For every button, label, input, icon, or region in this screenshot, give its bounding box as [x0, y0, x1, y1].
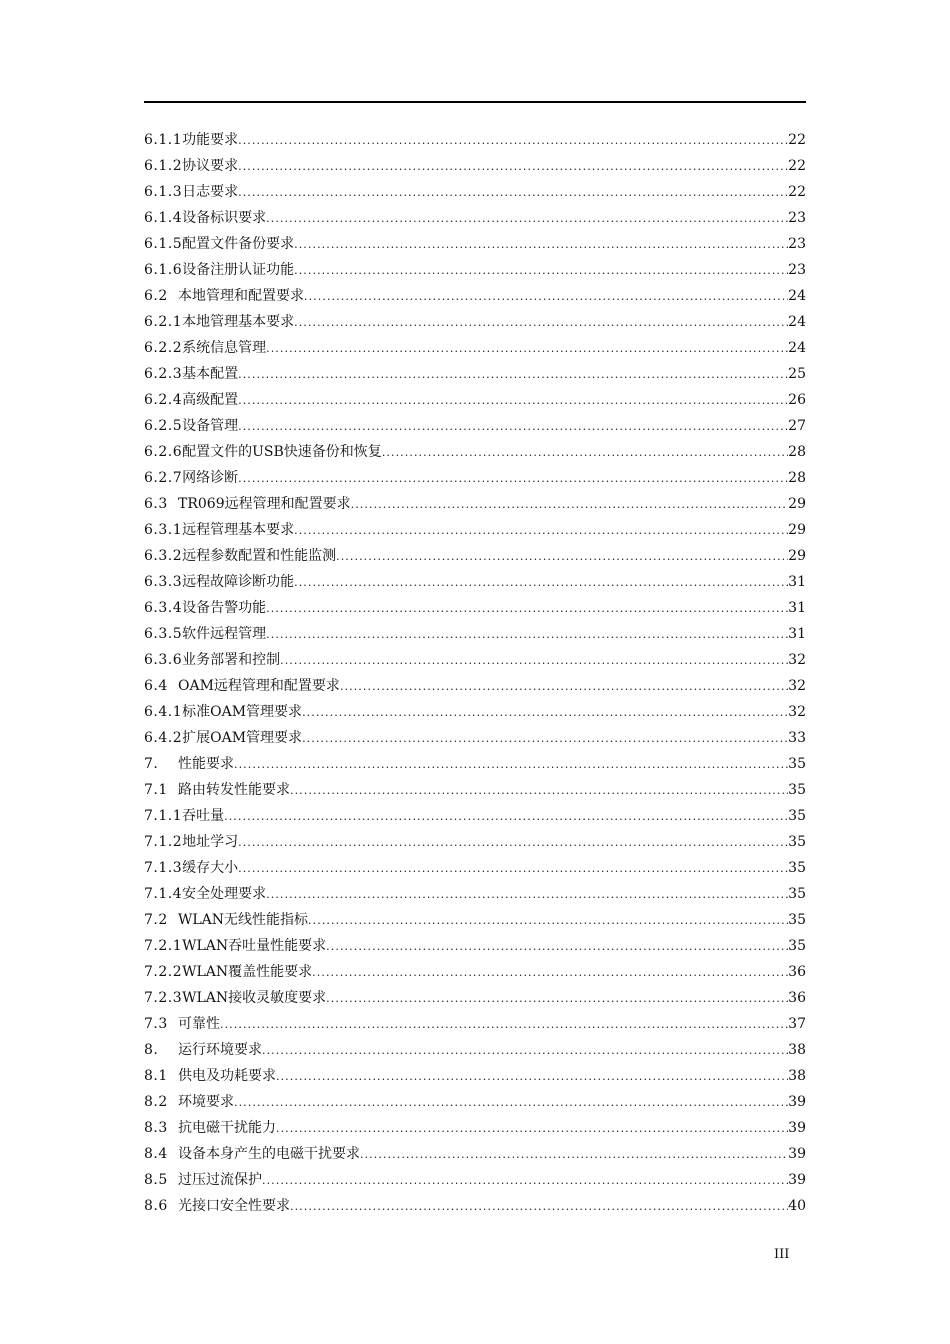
toc-dot-leader — [220, 1011, 788, 1038]
toc-entry-number: 6.3.2 — [144, 548, 183, 564]
toc-dot-leader — [266, 335, 788, 362]
toc-entry-number: 6.2.4 — [144, 392, 183, 408]
toc-entry-title: 运行环境要求 — [178, 1042, 262, 1058]
header-rule — [144, 101, 806, 103]
toc-entry-page: 35 — [788, 886, 806, 902]
toc-entry-page: 39 — [788, 1172, 806, 1188]
toc-entry-page: 24 — [788, 314, 806, 330]
toc-entry[interactable] — [144, 959, 806, 985]
toc-entry-title: 安全处理要求 — [182, 886, 267, 902]
toc-entry-number: 6.2.6 — [144, 444, 183, 460]
toc-entry[interactable] — [144, 699, 806, 725]
toc-entry-page: 35 — [788, 756, 806, 772]
toc-entry-title: 设备标识要求 — [182, 210, 267, 226]
toc-entry[interactable] — [144, 283, 806, 309]
toc-entry-page: 37 — [788, 1016, 806, 1032]
toc-dot-leader — [238, 387, 788, 414]
toc-entry[interactable] — [144, 1167, 806, 1193]
toc-entry-title: 路由转发性能要求 — [178, 782, 290, 798]
toc-dot-leader — [262, 1167, 788, 1194]
toc-entry-number: 7.1.3 — [144, 860, 183, 876]
toc-entry[interactable] — [144, 803, 806, 829]
toc-entry-title: 功能要求 — [182, 132, 239, 148]
toc-entry-title: 配置文件备份要求 — [182, 236, 295, 252]
toc-entry-page: 35 — [788, 860, 806, 876]
toc-entry-title: 扩展OAM管理要求 — [182, 730, 303, 746]
toc-entry[interactable] — [144, 361, 806, 387]
toc-entry-title: 设备告警功能 — [182, 600, 267, 616]
toc-dot-leader — [360, 1141, 788, 1168]
toc-entry-number: 6.1.3 — [144, 184, 183, 200]
toc-entry-page: 31 — [788, 600, 806, 616]
toc-entry-number: 6.3.3 — [144, 574, 183, 590]
toc-entry-page: 29 — [788, 548, 806, 564]
toc-entry[interactable] — [144, 673, 806, 699]
toc-dot-leader — [238, 153, 788, 180]
toc-dot-leader — [266, 595, 788, 622]
toc-entry[interactable] — [144, 985, 806, 1011]
toc-entry-title: 光接口安全性要求 — [178, 1198, 290, 1214]
toc-dot-leader — [294, 257, 788, 284]
toc-entry-page: 40 — [788, 1198, 806, 1214]
toc-entry-number: 8.5 — [144, 1172, 168, 1188]
toc-entry-page: 39 — [788, 1146, 806, 1162]
toc-entry-title: 环境要求 — [178, 1094, 234, 1110]
toc-dot-leader — [266, 621, 788, 648]
toc-entry-page: 29 — [788, 496, 806, 512]
toc-entry-page: 36 — [788, 964, 806, 980]
toc-entry-page: 23 — [788, 236, 806, 252]
toc-entry-title: WLAN吞吐量性能要求 — [182, 938, 327, 954]
toc-entry-number: 7. — [144, 756, 159, 772]
toc-dot-leader — [238, 361, 788, 388]
toc-dot-leader — [294, 517, 788, 544]
toc-dot-leader — [304, 283, 788, 310]
toc-entry[interactable] — [144, 933, 806, 959]
toc-dot-leader — [280, 647, 788, 674]
toc-dot-leader — [276, 1115, 788, 1142]
toc-entry-page: 28 — [788, 470, 806, 486]
toc-entry[interactable] — [144, 205, 806, 231]
toc-dot-leader — [326, 985, 788, 1012]
toc-entry-title: 设备注册认证功能 — [182, 262, 295, 278]
toc-entry[interactable] — [144, 621, 806, 647]
toc-entry-number: 6.4.2 — [144, 730, 183, 746]
toc-dot-leader — [238, 855, 788, 882]
toc-entry-title: 设备本身产生的电磁干扰要求 — [178, 1146, 360, 1162]
toc-entry[interactable] — [144, 387, 806, 413]
toc-entry-title: 抗电磁干扰能力 — [178, 1120, 276, 1136]
toc-entry-number: 7.2.2 — [144, 964, 183, 980]
toc-entry-number: 6.3.5 — [144, 626, 183, 642]
toc-entry-page: 24 — [788, 288, 806, 304]
toc-entry[interactable] — [144, 1011, 806, 1037]
toc-entry-title: 吞吐量 — [182, 808, 225, 824]
toc-dot-leader — [336, 543, 788, 570]
toc-entry[interactable] — [144, 1063, 806, 1089]
toc-entry[interactable] — [144, 751, 806, 777]
toc-entry-number: 6.2.3 — [144, 366, 183, 382]
toc-entry-number: 7.3 — [144, 1016, 168, 1032]
toc-entry-title: 软件远程管理 — [182, 626, 267, 642]
toc-dot-leader — [238, 413, 788, 440]
toc-dot-leader — [276, 1063, 788, 1090]
toc-dot-leader — [266, 881, 788, 908]
toc-entry-page: 32 — [788, 704, 806, 720]
toc-entry[interactable] — [144, 647, 806, 673]
toc-dot-leader — [290, 777, 788, 804]
toc-entry[interactable] — [144, 179, 806, 205]
toc-entry-title: 日志要求 — [182, 184, 239, 200]
toc-dot-leader — [302, 725, 788, 752]
toc-entry[interactable] — [144, 829, 806, 855]
toc-entry-number: 6.3.4 — [144, 600, 183, 616]
toc-entry-number: 6.2.1 — [144, 314, 183, 330]
toc-entry-page: 36 — [788, 990, 806, 1006]
toc-entry-page: 22 — [788, 184, 806, 200]
page-number: III — [774, 1247, 790, 1262]
toc-entry-number: 8.3 — [144, 1120, 168, 1136]
toc-dot-leader — [262, 1037, 788, 1064]
toc-entry[interactable] — [144, 439, 806, 465]
toc-entry[interactable] — [144, 413, 806, 439]
toc-entry-page: 31 — [788, 574, 806, 590]
toc-entry-page: 38 — [788, 1042, 806, 1058]
toc-entry-page: 22 — [788, 158, 806, 174]
toc-entry-title: OAM远程管理和配置要求 — [178, 678, 340, 694]
toc-entry-number: 6.4.1 — [144, 704, 183, 720]
toc-entry[interactable] — [144, 1193, 806, 1219]
toc-entry-number: 6.2.7 — [144, 470, 183, 486]
toc-entry-page: 22 — [788, 132, 806, 148]
toc-entry[interactable] — [144, 907, 806, 933]
toc-entry-number: 6.3.6 — [144, 652, 183, 668]
toc-entry[interactable] — [144, 127, 806, 153]
toc-entry-page: 35 — [788, 912, 806, 928]
toc-entry-number: 8.6 — [144, 1198, 168, 1214]
toc-entry-page: 26 — [788, 392, 806, 408]
toc-entry-title: 标准OAM管理要求 — [182, 704, 303, 720]
toc-entry-number: 6.1.1 — [144, 132, 183, 148]
toc-dot-leader — [234, 1089, 788, 1116]
toc-entry-title: 远程参数配置和性能监测 — [182, 548, 337, 564]
toc-entry-page: 29 — [788, 522, 806, 538]
toc-entry-title: WLAN无线性能指标 — [178, 912, 309, 928]
toc-entry-number: 7.2.1 — [144, 938, 183, 954]
toc-dot-leader — [351, 491, 788, 518]
toc-entry-number: 6.1.5 — [144, 236, 183, 252]
toc-entry-title: 远程管理基本要求 — [182, 522, 295, 538]
toc-entry-number: 8. — [144, 1042, 159, 1058]
toc-entry-title: 业务部署和控制 — [182, 652, 281, 668]
toc-entry-number: 7.1.1 — [144, 808, 183, 824]
toc-entry[interactable] — [144, 335, 806, 361]
toc-dot-leader — [224, 803, 788, 830]
toc-entry-number: 8.2 — [144, 1094, 168, 1110]
toc-dot-leader — [308, 907, 788, 934]
toc-entry-number: 6.1.4 — [144, 210, 183, 226]
toc-dot-leader — [312, 959, 788, 986]
toc-entry-page: 23 — [788, 262, 806, 278]
toc-entry-page: 35 — [788, 938, 806, 954]
toc-entry-number: 6.2.5 — [144, 418, 183, 434]
toc-entry-page: 32 — [788, 678, 806, 694]
toc-dot-leader — [266, 205, 788, 232]
toc-entry[interactable] — [144, 153, 806, 179]
toc-dot-leader — [326, 933, 788, 960]
toc-entry-title: WLAN覆盖性能要求 — [182, 964, 313, 980]
toc-entry-title: TR069远程管理和配置要求 — [178, 496, 351, 512]
toc-entry-page: 28 — [788, 444, 806, 460]
toc-entry-title: 协议要求 — [182, 158, 239, 174]
toc-entry[interactable] — [144, 231, 806, 257]
toc-entry-title: 配置文件的USB快速备份和恢复 — [182, 444, 382, 460]
toc-dot-leader — [294, 569, 788, 596]
toc-entry-page: 35 — [788, 834, 806, 850]
toc-entry-title: 基本配置 — [182, 366, 239, 382]
toc-entry[interactable] — [144, 1037, 806, 1063]
table-of-contents — [144, 127, 806, 1219]
toc-dot-leader — [238, 179, 788, 206]
toc-dot-leader — [238, 127, 788, 154]
toc-entry-number: 7.1.2 — [144, 834, 183, 850]
toc-entry[interactable] — [144, 1115, 806, 1141]
toc-entry[interactable] — [144, 855, 806, 881]
toc-entry-number: 8.4 — [144, 1146, 168, 1162]
toc-dot-leader — [238, 829, 788, 856]
toc-entry-number: 6.1.6 — [144, 262, 183, 278]
toc-entry-title: 本地管理基本要求 — [182, 314, 295, 330]
toc-entry-title: 性能要求 — [178, 756, 234, 772]
toc-entry-page: 31 — [788, 626, 806, 642]
toc-entry-page: 35 — [788, 782, 806, 798]
toc-entry-page: 24 — [788, 340, 806, 356]
toc-entry[interactable] — [144, 777, 806, 803]
toc-entry-title: WLAN接收灵敏度要求 — [182, 990, 327, 1006]
toc-entry-title: 本地管理和配置要求 — [178, 288, 304, 304]
toc-entry-page: 27 — [788, 418, 806, 434]
toc-entry-title: 系统信息管理 — [182, 340, 267, 356]
toc-entry-page: 23 — [788, 210, 806, 226]
toc-dot-leader — [234, 751, 788, 778]
toc-entry-number: 6.4 — [144, 678, 168, 694]
toc-entry-page: 32 — [788, 652, 806, 668]
toc-dot-leader — [294, 309, 788, 336]
toc-entry[interactable] — [144, 257, 806, 283]
toc-entry[interactable] — [144, 725, 806, 751]
toc-entry-page: 33 — [788, 730, 806, 746]
toc-entry-title: 网络诊断 — [182, 470, 239, 486]
toc-entry[interactable] — [144, 465, 806, 491]
toc-entry[interactable] — [144, 543, 806, 569]
toc-entry[interactable] — [144, 569, 806, 595]
toc-entry-title: 缓存大小 — [182, 860, 239, 876]
toc-entry[interactable] — [144, 595, 806, 621]
toc-dot-leader — [290, 1193, 788, 1220]
toc-entry-number: 6.3.1 — [144, 522, 183, 538]
toc-entry-title: 远程故障诊断功能 — [182, 574, 295, 590]
toc-entry-number: 7.2.3 — [144, 990, 183, 1006]
toc-entry-number: 6.2 — [144, 288, 168, 304]
toc-dot-leader — [294, 231, 788, 258]
toc-entry-title: 设备管理 — [182, 418, 239, 434]
toc-entry[interactable] — [144, 517, 806, 543]
toc-entry[interactable] — [144, 1089, 806, 1115]
toc-entry-page: 35 — [788, 808, 806, 824]
toc-entry-number: 6.1.2 — [144, 158, 183, 174]
toc-entry[interactable] — [144, 1141, 806, 1167]
toc-entry-number: 7.2 — [144, 912, 168, 928]
toc-entry-number: 7.1 — [144, 782, 168, 798]
toc-entry-page: 39 — [788, 1094, 806, 1110]
toc-entry[interactable] — [144, 309, 806, 335]
toc-dot-leader — [302, 699, 788, 726]
toc-entry-title: 过压过流保护 — [178, 1172, 262, 1188]
toc-dot-leader — [238, 465, 788, 492]
toc-entry-number: 6.2.2 — [144, 340, 183, 356]
toc-entry[interactable] — [144, 881, 806, 907]
toc-entry[interactable] — [144, 491, 806, 517]
toc-entry-page: 39 — [788, 1120, 806, 1136]
toc-entry-number: 7.1.4 — [144, 886, 183, 902]
toc-entry-number: 8.1 — [144, 1068, 168, 1084]
toc-entry-page: 25 — [788, 366, 806, 382]
toc-dot-leader — [340, 673, 788, 700]
toc-entry-title: 可靠性 — [178, 1016, 220, 1032]
toc-entry-title: 供电及功耗要求 — [178, 1068, 276, 1084]
toc-entry-page: 38 — [788, 1068, 806, 1084]
toc-entry-title: 地址学习 — [182, 834, 239, 850]
toc-entry-title: 高级配置 — [182, 392, 239, 408]
toc-dot-leader — [382, 439, 788, 466]
toc-entry-number: 6.3 — [144, 496, 168, 512]
